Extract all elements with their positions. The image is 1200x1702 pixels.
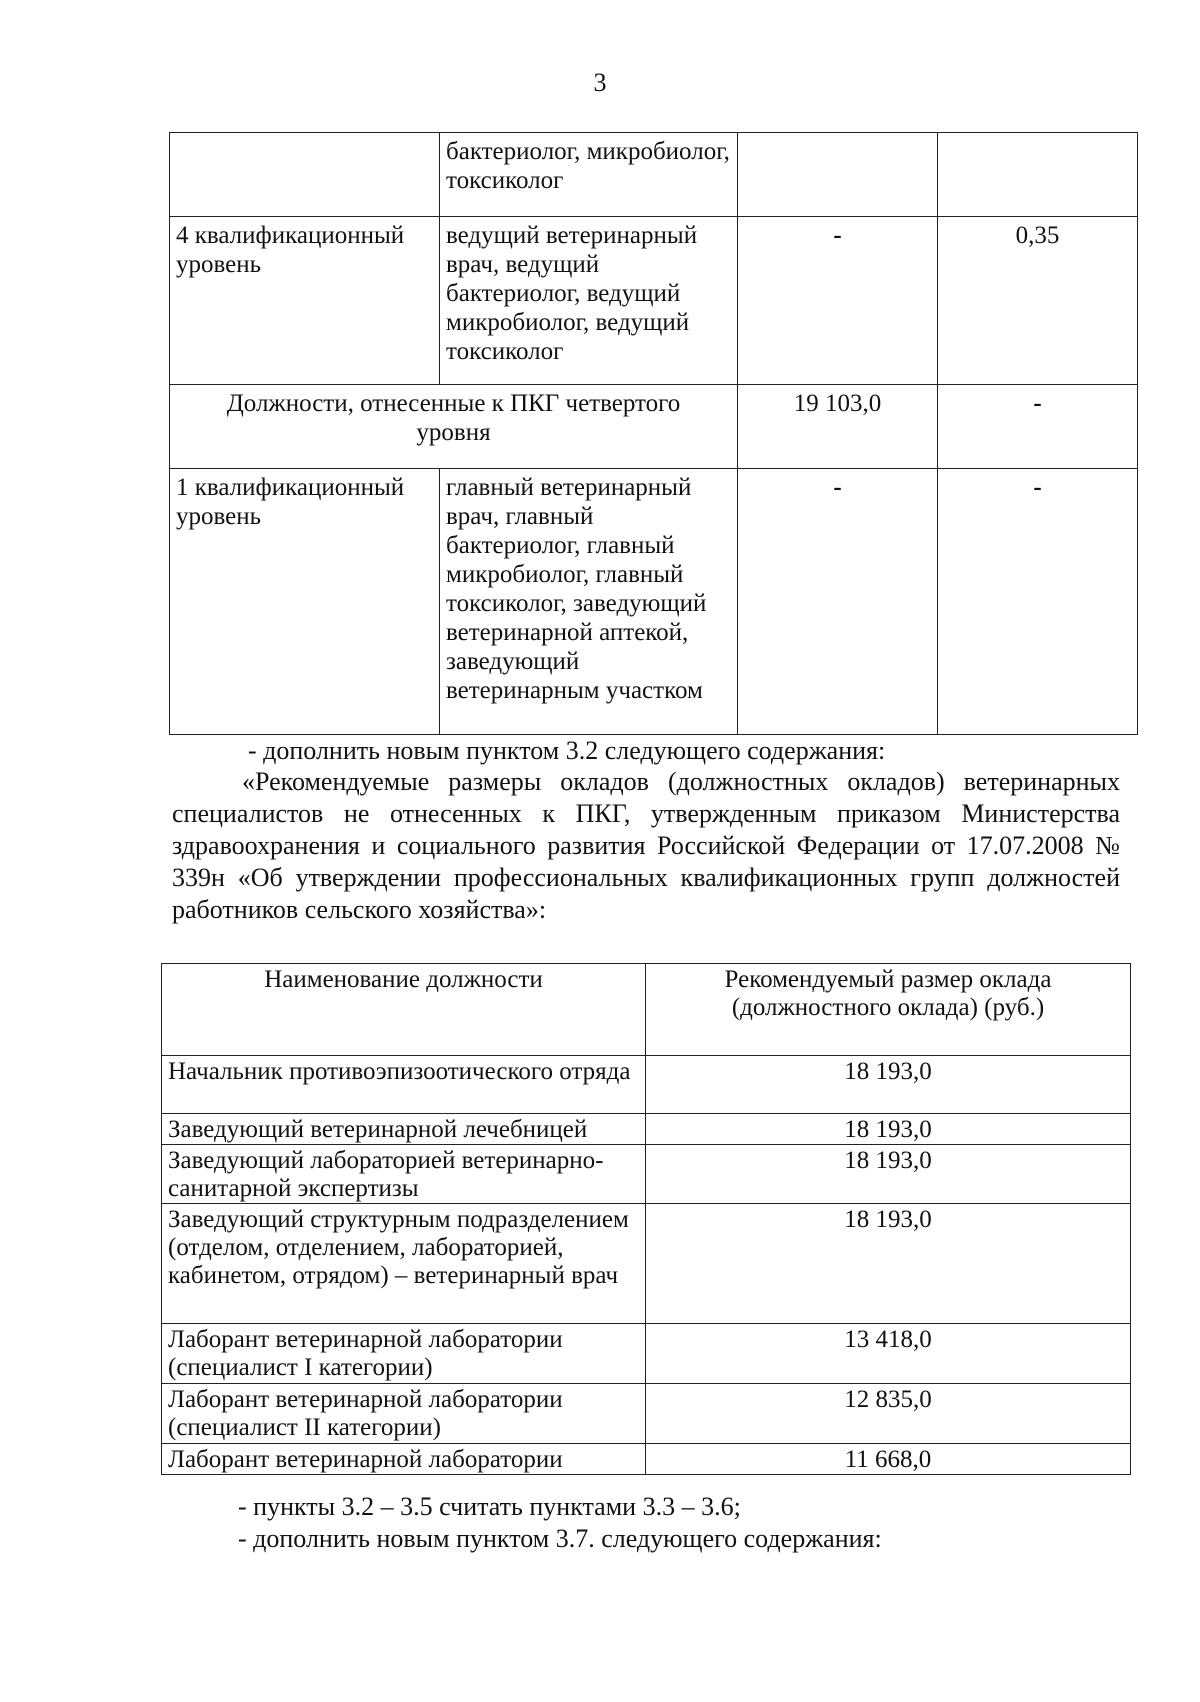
positions-cell: ведущий ветеринарный врач, ведущий бактериолог, ведущий микробиолог, ведущий токсиколог [440, 217, 738, 385]
position-name-cell: Лаборант ветеринарной лаборатории (специалист I категории) [162, 1324, 646, 1384]
level-cell [170, 133, 440, 217]
table-row [162, 1114, 1131, 1145]
salary-value-cell: 18 193,0 [646, 1204, 1131, 1324]
position-name-cell: Лаборант ветеринарной лаборатории [162, 1444, 646, 1475]
salary-value-cell: 11 668,0 [646, 1444, 1131, 1475]
salary-value-cell: 12 835,0 [646, 1384, 1131, 1444]
table-row [170, 133, 1138, 217]
amend-line: - дополнить новым пунктом 3.2 следующего содержания: [248, 736, 886, 765]
paragraph [172, 766, 1120, 926]
table-row [170, 217, 1138, 385]
table-row [162, 1384, 1131, 1444]
salary-cell: - [738, 469, 938, 735]
salary-cell: 19 103,0 [738, 385, 938, 469]
coefficient-cell: 0,35 [938, 217, 1138, 385]
salary-cell [738, 133, 938, 217]
salary-value-cell: 18 193,0 [646, 1145, 1131, 1204]
paragraph-text: «Рекомендуемые размеры окладов (должностных окладов) ветеринарных специалистов не отнесенных к ПКГ, утвержденным приказом Министерства здравоохранения и социального развития Российской Федерации от 17.07.2008 № 339н «Об утверждении профессиональных квалификационных групп должностей работников сельского хозяйства»: [172, 767, 1120, 924]
salary-table [161, 963, 1131, 1475]
table-row [162, 1444, 1131, 1475]
position-name-cell: Заведующий ветеринарной лечебницей [162, 1114, 646, 1145]
qualification-levels-table [169, 132, 1138, 735]
positions-cell: главный ветеринарный врач, главный бактериолог, главный микробиолог, главный токсиколог, заведующий ветеринарной аптекой, заведующий ветеринарным участком [440, 469, 738, 735]
position-name-cell: Заведующий структурным подразделением (отделом, отделением, лабораторией, кабинетом, отрядом) – ветеринарный врач [162, 1204, 646, 1324]
page-number: 3 [593, 68, 607, 97]
positions-cell: бактериолог, микробиолог, токсиколог [440, 133, 738, 217]
table-row [162, 1324, 1131, 1384]
table-header-row [162, 964, 1131, 1056]
salary-value-cell: 18 193,0 [646, 1114, 1131, 1145]
header-salary-cell: Рекомендуемый размер оклада (должностного оклада) (руб.) [646, 964, 1131, 1056]
position-name-cell: Начальник противоэпизоотического отряда [162, 1056, 646, 1114]
group-header-cell: Должности, отнесенные к ПКГ четвертого уровня [170, 385, 738, 469]
coefficient-cell [938, 133, 1138, 217]
level-cell: 1 квалификационный уровень [170, 469, 440, 735]
table-row [170, 469, 1138, 735]
group-header-row [170, 385, 1138, 469]
coefficient-cell: - [938, 385, 1138, 469]
salary-value-cell: 18 193,0 [646, 1056, 1131, 1114]
salary-value-cell: 13 418,0 [646, 1324, 1131, 1384]
table-row [162, 1145, 1131, 1204]
salary-cell: - [738, 217, 938, 385]
add-line: - дополнить новым пунктом 3.7. следующего содержания: [238, 1524, 882, 1553]
table-row [162, 1204, 1131, 1324]
position-name-cell: Заведующий лабораторией ветеринарно-санитарной экспертизы [162, 1145, 646, 1204]
position-name-cell: Лаборант ветеринарной лаборатории (специалист II категории) [162, 1384, 646, 1444]
table-row [162, 1056, 1131, 1114]
header-name-cell: Наименование должности [162, 964, 646, 1056]
renumber-line: - пункты 3.2 – 3.5 считать пунктами 3.3 – 3.6; [238, 1492, 741, 1521]
coefficient-cell: - [938, 469, 1138, 735]
level-cell: 4 квалификационный уровень [170, 217, 440, 385]
